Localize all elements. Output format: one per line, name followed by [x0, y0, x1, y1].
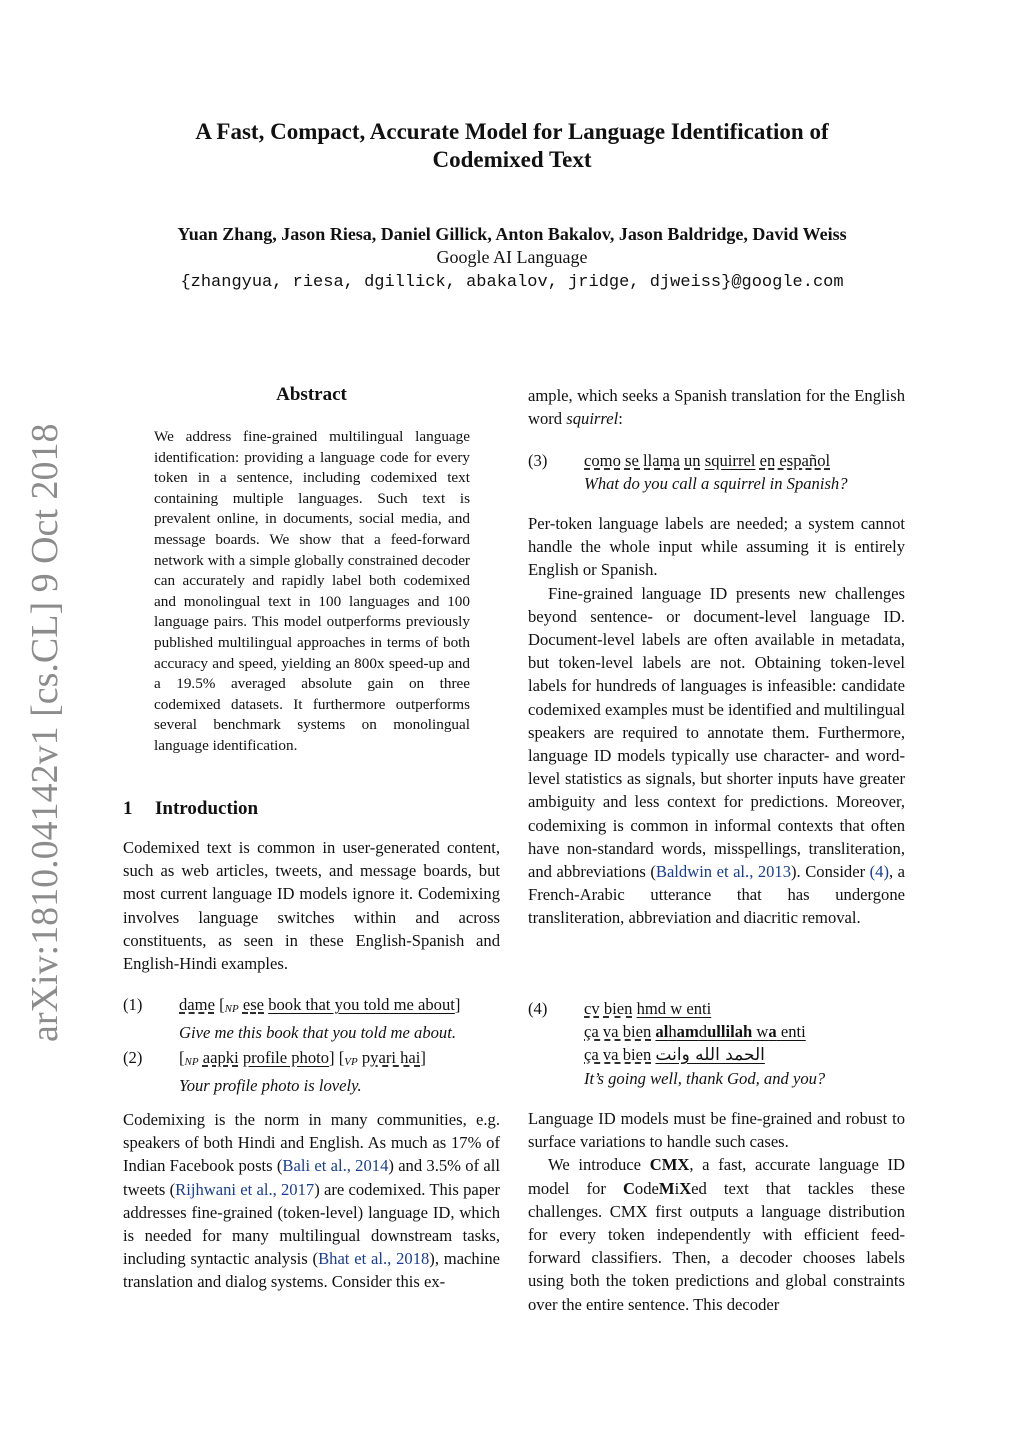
bracket-open: [ — [338, 1048, 345, 1067]
citation-link[interactable]: Rijhwani et al., 2017 — [175, 1179, 315, 1199]
model-name: CMX — [649, 1155, 690, 1175]
text-run: : — [618, 409, 623, 429]
text-run: ) and 3.5% of all tweets ( — [123, 1156, 500, 1199]
text-run: ode — [634, 1178, 659, 1198]
section-title: Introduction — [155, 798, 259, 819]
phrase-tag: VP — [344, 1056, 358, 1068]
example-number: (3) — [528, 451, 548, 470]
citation-link[interactable]: Bali et al., 2014 — [282, 1156, 389, 1176]
example-number: (2) — [123, 1048, 143, 1067]
french-token: cv — [584, 999, 600, 1018]
right-paragraph-0-block — [528, 384, 905, 430]
acronym-letter: M — [658, 1178, 675, 1198]
intro-paragraph-2 — [123, 1108, 500, 1294]
phrase-tag: NP — [184, 1056, 199, 1068]
text-run: i — [674, 1178, 680, 1198]
example-line-1 — [584, 997, 825, 1020]
example-line-3 — [584, 1043, 825, 1067]
text-run: ed — [691, 1178, 707, 1198]
acronym-letter: X — [679, 1178, 692, 1198]
spanish-token: como se llama un — [584, 451, 701, 470]
right-paragraph-3: Language ID models must be fine-grained and robust to surface variations to handle such cases. — [528, 1109, 905, 1152]
english-token: squirrel — [704, 451, 756, 470]
hindi-token: pyari hai — [361, 1048, 421, 1067]
title-line-2: Codemixed Text — [432, 147, 592, 172]
right-paragraph-1: Per-token language labels are needed; a system cannot handle the whole input while assuming it is entirely English or Spanish. — [528, 514, 905, 580]
example-text — [179, 1046, 426, 1074]
text-run: ) are codemixed. This paper addresses fine-grained (token-level) language ID, which is needed for many multilingual downstream tasks, including syntactic analysis ( — [123, 1179, 500, 1269]
text-run: We introduce — [548, 1155, 650, 1175]
phrase-tag: NP — [224, 1003, 239, 1015]
example-number: (4) — [528, 999, 548, 1018]
text-run: w — [752, 1022, 769, 1041]
example-gloss: It’s going well, thank God, and you? — [584, 1069, 826, 1088]
bracket-open: [ — [219, 995, 225, 1014]
example-number: (1) — [123, 995, 143, 1014]
example-gloss: Your profile photo is lovely. — [179, 1076, 362, 1095]
right-paragraph-4 — [528, 1153, 905, 1315]
hindi-token: aapki — [202, 1048, 239, 1067]
intro-paragraph-2-block — [123, 1108, 500, 1294]
example-4 — [528, 997, 905, 1092]
example-3 — [528, 449, 905, 497]
text-run: enti — [776, 1022, 806, 1041]
abstract-text: We address fine-grained multilingual language identification: providing a language code for every token in a sentence, including codemixed text containing multiple languages. Such text is prevalent online, in documents, social media, and message boards. We show that a feed-forward network with a simple globally constrained decoder can accurately and rapidly label both codemixed and monolingual text in 100 languages and 100 language pairs. This model outperforms previously published multilingual approaches in terms of both accuracy and speed, yielding an 800x speed-up and a 19.5% averaged absolute gain on three codemixed datasets. It furthermore outperforms several benchmark systems on monolingual language identification. — [154, 428, 470, 754]
french-token: bien — [603, 999, 633, 1018]
restored-chars: am — [676, 1022, 699, 1041]
right-paragraphs-block — [528, 512, 905, 930]
restored-chars: al — [655, 1022, 669, 1041]
right-paragraph-0 — [528, 384, 905, 430]
arabic-token: hmd w enti — [636, 999, 712, 1018]
italic-word: squirrel — [566, 409, 619, 429]
text-run: , a French-Arabic utterance that has undergone transliteration, abbreviation and diacritic removal. — [528, 862, 905, 928]
bracket-close: ] — [329, 1048, 335, 1067]
english-token: profile photo — [242, 1048, 330, 1067]
text-run: ), machine translation and dialog systems. Consider this ex- — [123, 1249, 500, 1292]
intro-paragraph-1-block — [123, 836, 500, 975]
affiliation: Google AI Language — [436, 247, 588, 267]
example-line-2 — [584, 1020, 825, 1043]
section-number: 1 — [123, 798, 133, 819]
example-gloss: Give me this book that you told me about. — [179, 1023, 456, 1042]
paper-title — [112, 118, 912, 174]
example-body — [179, 993, 460, 1044]
example-body — [584, 997, 825, 1090]
example-text — [584, 449, 848, 472]
text-run: h — [668, 1022, 677, 1041]
text-run: text that tackles these challenges. CMX first outputs a language distribution for every token independently with efficient feed-forward classifiers. Then, a decoder chooses labels using both the token predictions and global constraints over the entire sentence. This decoder — [528, 1178, 905, 1314]
author-emails: {zhangyua, riesa, dgillick, abakalov, jridge, djweiss}@google.com — [180, 273, 844, 292]
acronym-letter: C — [622, 1178, 635, 1198]
title-line-1: A Fast, Compact, Accurate Model for Language Identification of — [195, 119, 829, 144]
bracket-open: [ — [179, 1048, 185, 1067]
abstract-heading: Abstract — [276, 384, 347, 405]
example-1 — [123, 993, 500, 1041]
bracket-close: ] — [454, 995, 461, 1014]
example-body — [179, 1046, 426, 1097]
right-paragraphs-block-2 — [528, 1107, 905, 1316]
citation-link[interactable]: Baldwin et al., 2013 — [655, 862, 792, 882]
example-gloss: What do you call a squirrel in Spanish? — [584, 474, 848, 493]
example-body — [584, 449, 848, 495]
example-ref-link[interactable]: (4) — [869, 862, 889, 882]
spanish-token: dame — [179, 995, 215, 1014]
french-token: ça va bien — [584, 1045, 652, 1064]
text-run: Fine-grained language ID presents new challenges beyond sentence- or document-level language ID. Document-level labels are often available in metadata, but token-level labels are not. Obtaining token-level labels for hundreds of languages is infeasible: candidate codemixed examples must be identified and multilingual speakers are required to annotate them. Furthermore, language ID models typically use character- and word-level statistics as signals, but shorter inputs have greater ambiguity and less context for predictions. Moreover, codemixing is common in informal contexts that often have non-standard words, misspellings, transliteration, and abbreviations ( — [528, 583, 905, 882]
arxiv-stamp: arXiv:1810.04142v1 [cs.CL] 9 Oct 2018 — [24, 423, 66, 1042]
arabic-script-token: الحمد الله وانت — [655, 1045, 765, 1065]
citation-link[interactable]: Bhat et al., 2018 — [318, 1249, 430, 1269]
example-text — [179, 993, 460, 1021]
section-heading-introduction — [123, 797, 500, 821]
spanish-token: ese — [242, 995, 265, 1014]
text-run: ample, which seeks a Spanish translation for the English word — [528, 386, 905, 429]
arabic-token — [655, 1022, 805, 1041]
restored-chars: ullilah — [707, 1022, 753, 1041]
intro-paragraph-1: Codemixed text is common in user-generated content, such as web articles, tweets, and message boards, but most current language ID models ignore it. Codemixing involves language switches within and across constituents, as seen in these English-Spanish and English-Hindi examples. — [123, 838, 500, 974]
restored-chars: a — [768, 1022, 777, 1041]
bracket-close: ] — [420, 1048, 426, 1067]
spanish-token: en español — [759, 451, 831, 470]
english-token: book that you told me about — [268, 995, 455, 1014]
french-token: ça va bien — [584, 1022, 652, 1041]
text-run: Codemixing is the norm in many communities, e.g. speakers of both Hindi and English. As much as 17% of Indian Facebook posts ( — [123, 1110, 500, 1176]
example-2 — [123, 1046, 500, 1094]
right-paragraph-2 — [528, 582, 905, 930]
text-run: d — [698, 1022, 708, 1041]
authors: Yuan Zhang, Jason Riesa, Daniel Gillick, Anton Bakalov, Jason Baldridge, David Weiss — [177, 224, 847, 244]
text-run: ). Consider — [791, 862, 870, 882]
text-run: , a fast, accurate language ID model for — [528, 1155, 905, 1198]
